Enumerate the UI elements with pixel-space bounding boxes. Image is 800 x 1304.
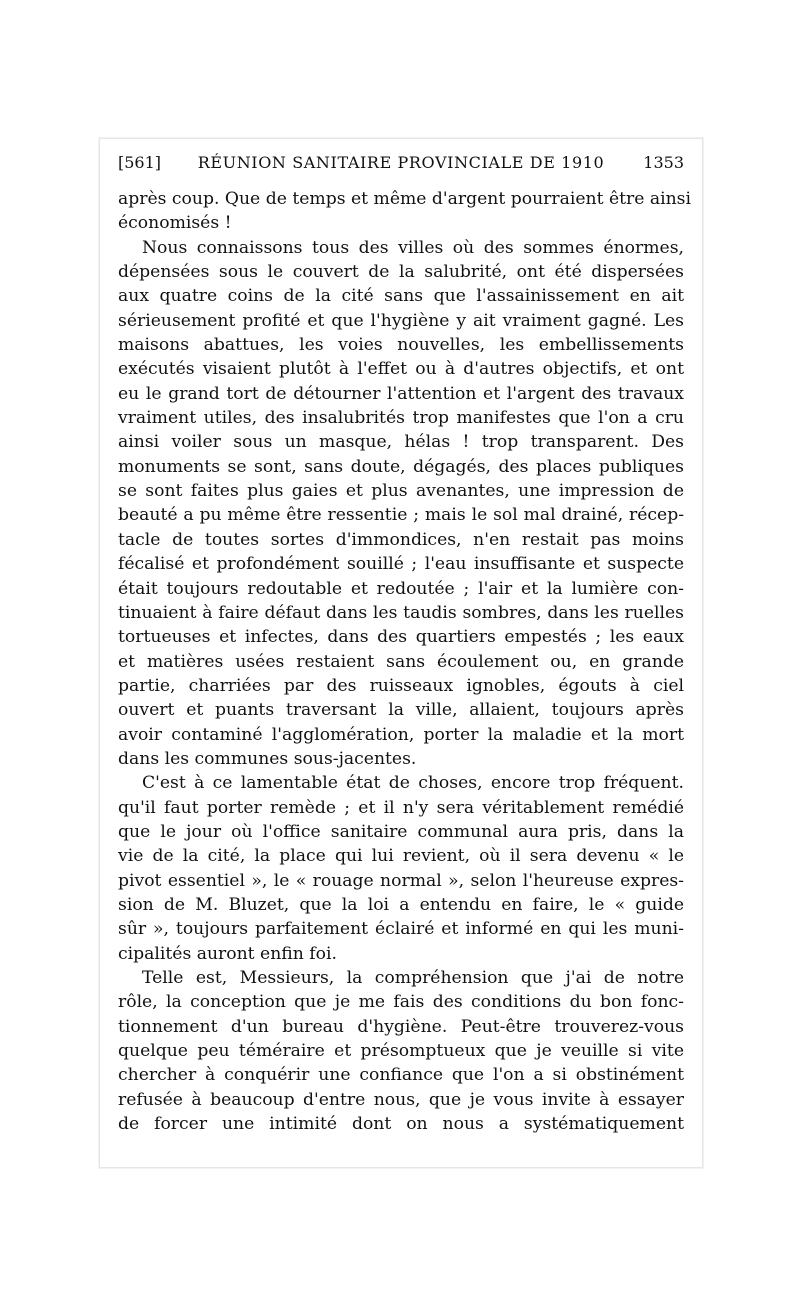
text-line: chercher à conquérir une confiance que l'on a si obstinément (118, 1065, 684, 1086)
text-line: quelque peu téméraire et présomptueux que je veuille si vite (118, 1041, 684, 1062)
text-line: était toujours redoutable et redoutée ; l'air et la lumière con- (118, 578, 684, 599)
text-line: cipalités auront enfin foi. (118, 943, 337, 964)
text-line: sûr », toujours parfaitement éclairé et informé en qui les muni- (118, 919, 684, 940)
text-line: et matières usées restaient sans écoulement ou, en grande (118, 651, 684, 672)
text-line: vie de la cité, la place qui lui revient, où il sera devenu « le (118, 846, 684, 867)
text-line: sérieusement profité et que l'hygiène y ait vraiment gagné. Les (118, 310, 684, 331)
text-line: tionnement d'un bureau d'hygiène. Peut-être trouverez-vous (118, 1016, 684, 1037)
text-line: après coup. Que de temps et même d'argent pourraient être ainsi (118, 189, 692, 209)
text-line: dans les communes sous-jacentes. (118, 748, 417, 769)
text-line: avoir contaminé l'agglomération, porter la maladie et la mort (118, 724, 684, 745)
text-line: aux quatre coins de la cité sans que l'assainissement en ait (118, 286, 684, 307)
text-line: que le jour où l'office sanitaire communal aura pris, dans la (118, 821, 684, 842)
text-line: exécutés visaient plutôt à l'effet ou à d'autres objectifs, et ont (118, 359, 684, 380)
text-line: rôle, la conception que je me fais des conditions du bon fonc- (118, 992, 684, 1013)
page-number: 1353 (643, 153, 684, 172)
running-title: RÉUNION SANITAIRE PROVINCIALE DE 1910 (197, 153, 605, 172)
text-line: refusée à beaucoup d'entre nous, que je vous invite à essayer (118, 1089, 684, 1110)
text-line: monuments se sont, sans doute, dégagés, des places publiques (118, 456, 684, 477)
text-line: Nous connaissons tous des villes où des sommes énormes, (142, 237, 684, 258)
text-line: tinuaient à faire défaut dans les taudis sombres, dans les ruelles (118, 602, 684, 623)
text-line: tortueuses et infectes, dans des quartiers empestés ; les eaux (118, 627, 684, 648)
running-header (118, 153, 684, 177)
paragraph (118, 236, 684, 772)
text-line: pivot essentiel », le « rouage normal », selon l'heureuse expres- (118, 870, 684, 891)
text-line: C'est à ce lamentable état de choses, encore trop fréquent. (142, 773, 684, 794)
text-line: eu le grand tort de détourner l'attention et l'argent des travaux (118, 383, 684, 404)
text-line: qu'il faut porter remède ; et il n'y sera véritablement remédié (118, 797, 684, 818)
book-page (99, 138, 703, 1168)
text-line: maisons abattues, les voies nouvelles, les embellissements (118, 335, 684, 356)
text-line: se sont faites plus gaies et plus avenantes, une impression de (118, 481, 684, 502)
text-line: de forcer une intimité dont on nous a systématiquement (118, 1114, 684, 1135)
page-body-text (118, 187, 692, 1136)
paragraph (118, 771, 684, 966)
text-line: partie, charriées par des ruisseaux ignobles, égouts à ciel (118, 675, 684, 696)
paragraph (118, 187, 692, 236)
text-line: Telle est, Messieurs, la compréhension que j'ai de notre (142, 968, 684, 988)
text-line: sion de M. Bluzet, que la loi a entendu en faire, le « guide (118, 894, 684, 915)
text-line: tacle de toutes sortes d'immondices, n'en restait pas moins (118, 529, 684, 550)
text-line: beauté a pu même être ressentie ; mais le sol mal drainé, récep- (118, 505, 684, 526)
text-line: fécalisé et profondément souillé ; l'eau insuffisante et suspecte (118, 554, 684, 575)
text-line: économisés ! (118, 213, 232, 234)
text-line: dépensées sous le couvert de la salubrité, ont été dispersées (118, 262, 684, 283)
text-line: ainsi voiler sous un masque, hélas ! trop transparent. Des (118, 432, 684, 453)
paragraph (118, 966, 684, 1136)
section-number: [561] (118, 153, 162, 172)
text-line: ouvert et puants traversant la ville, allaient, toujours après (118, 700, 684, 721)
text-line: vraiment utiles, des insalubrités trop manifestes que l'on a cru (118, 408, 684, 429)
